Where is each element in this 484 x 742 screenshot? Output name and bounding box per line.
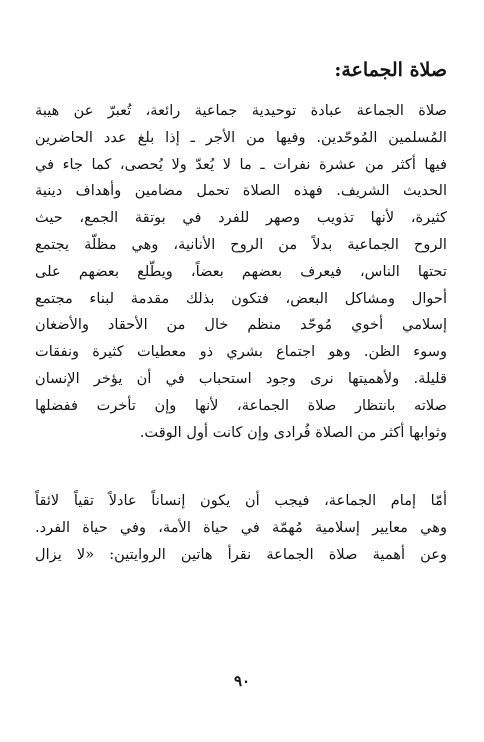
text-line: وعن أهمية صلاة الجماعة نقرأ هاتين الروايتين: «لا يزال — [35, 545, 447, 563]
text-line: تحتها الناس، فيعرف بعضهم بعضاً، ويطّلع بعضهم على — [35, 262, 447, 280]
text-line: وثوابها أكثر من الصلاة فُرادى وإن كانت أول الوقت. — [139, 423, 447, 441]
text-line: كثيرة، لأنها تذويب وصهر للفرد في بوتقة الجمع، حيث — [35, 209, 447, 227]
paragraph-2 — [35, 488, 447, 568]
text-line: فيها أكثر من عشرة نفرات ـ ما لا يُعدّ ولا يُحصى، كما جاء في — [35, 155, 447, 173]
text-line: صلاته بانتظار صلاة الجماعة، لأنها وإن تأخرت ففضلها — [35, 396, 447, 414]
text-line: أحوال ومشاكل البعض، فتكون بذلك مقدمة لبناء مجتمع — [35, 289, 447, 307]
text-line: المُسلمين المُوحّدين. وفيها من الأجر ـ إذا بلغ عدد الحاضرين — [35, 128, 447, 146]
text-line: صلاة الجماعة عبادة توحيدية جماعية رائعة، تُعبرّ عن هيبة — [35, 102, 447, 119]
page-number: ٩٠ — [233, 672, 251, 690]
text-line: الروح الجماعية بدلاً من الروح الأنانية، وهي مظلّة يجتمع — [35, 235, 447, 253]
text-line: إسلامي أخوي مُوحّد منظم خال من الأحقاد والأضغان — [35, 316, 447, 334]
text-line: وهي معايير إسلامية مُهمّة في حياة الأمة، وفي حياة الفرد. — [35, 518, 447, 536]
text-line: وسوء الظن. وهو اجتماع بشري ذو معطيات كثيرة ونفقات — [35, 343, 447, 361]
paragraph-1 — [35, 98, 447, 446]
text-line: الحديث الشريف. فهذه الصلاة تحمل مضامين وأهداف دينية — [35, 182, 447, 200]
section-heading: صلاة الجماعة: — [334, 59, 447, 81]
text-line: أمّا إمام الجماعة، فيجب أن يكون إنساناً عادلاً تقياً لائقاً — [35, 492, 447, 509]
text-line: قليلة. ولأهميتها نرى وجود استحباب في أن يؤخر الإنسان — [35, 369, 447, 387]
